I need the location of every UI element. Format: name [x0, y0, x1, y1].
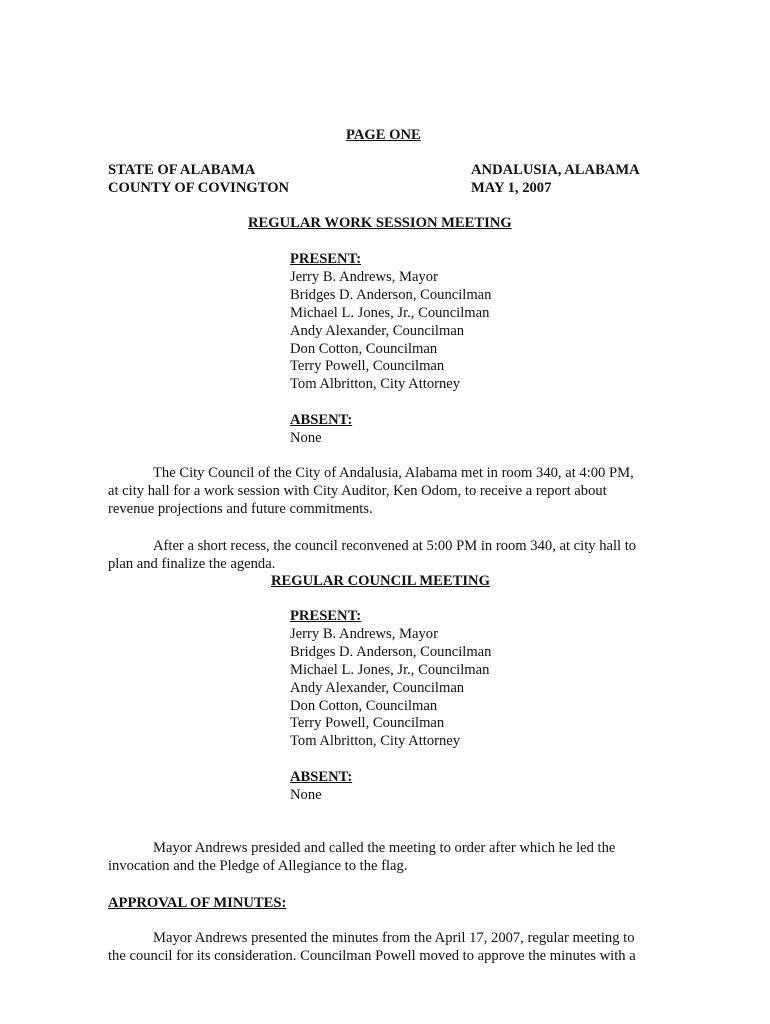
attendee: Don Cotton, Councilman — [290, 340, 438, 357]
attendee: Jerry B. Andrews, Mayor — [290, 268, 438, 285]
attendee: Terry Powell, Councilman — [290, 358, 445, 375]
work-session-present — [290, 251, 491, 394]
paragraph-line: plan and finalize the agenda. — [108, 555, 276, 572]
recess-paragraph — [108, 538, 636, 574]
council-absent — [290, 769, 352, 805]
paragraph-line: revenue projections and future commitments. — [108, 500, 373, 517]
council-paragraph — [108, 840, 615, 876]
header-right — [471, 162, 640, 198]
work-session-paragraph — [108, 465, 634, 519]
council-present — [290, 608, 491, 751]
approval-paragraph — [108, 930, 636, 966]
present-label: PRESENT: — [290, 608, 362, 624]
page-title: PAGE ONE — [346, 127, 421, 143]
attendee: Jerry B. Andrews, Mayor — [290, 625, 438, 642]
absent-label: ABSENT: — [290, 769, 353, 785]
paragraph-line: The City Council of the City of Andalusia, Alabama met in room 340, at 4:00 PM, — [153, 465, 634, 481]
state-line: STATE OF ALABAMA — [108, 162, 256, 178]
attendee: Andy Alexander, Councilman — [290, 679, 465, 696]
absent-value: None — [290, 786, 322, 803]
attendee: Michael L. Jones, Jr., Councilman — [290, 304, 490, 321]
paragraph-line: invocation and the Pledge of Allegiance to the flag. — [108, 857, 408, 874]
date-line: MAY 1, 2007 — [471, 179, 552, 196]
county-line: COUNTY OF COVINGTON — [108, 179, 290, 196]
attendee: Tom Albritton, City Attorney — [290, 733, 461, 750]
work-session-heading: REGULAR WORK SESSION MEETING — [248, 215, 512, 231]
header-left — [108, 162, 289, 198]
absent-label: ABSENT: — [290, 412, 353, 428]
attendee: Bridges D. Anderson, Councilman — [290, 643, 492, 660]
approval-heading: APPROVAL OF MINUTES: — [108, 895, 287, 911]
attendee: Terry Powell, Councilman — [290, 715, 445, 732]
attendee: Tom Albritton, City Attorney — [290, 376, 461, 393]
attendee: Andy Alexander, Councilman — [290, 322, 465, 339]
attendee: Bridges D. Anderson, Councilman — [290, 286, 492, 303]
paragraph-line: Mayor Andrews presented the minutes from the April 17, 2007, regular meeting to — [153, 930, 635, 946]
attendee: Don Cotton, Councilman — [290, 697, 438, 714]
attendee: Michael L. Jones, Jr., Councilman — [290, 661, 490, 678]
absent-value: None — [290, 429, 322, 446]
paragraph-line: at city hall for a work session with City Auditor, Ken Odom, to receive a report about — [108, 482, 607, 499]
work-session-absent — [290, 412, 352, 448]
paragraph-line: Mayor Andrews presided and called the meeting to order after which he led the — [153, 840, 616, 856]
council-meeting-heading: REGULAR COUNCIL MEETING — [271, 573, 490, 589]
city-line: ANDALUSIA, ALABAMA — [471, 162, 640, 178]
paragraph-line: the council for its consideration. Councilman Powell moved to approve the minutes with a — [108, 947, 636, 964]
present-label: PRESENT: — [290, 251, 362, 267]
paragraph-line: After a short recess, the council reconvened at 5:00 PM in room 340, at city hall to — [153, 538, 637, 554]
